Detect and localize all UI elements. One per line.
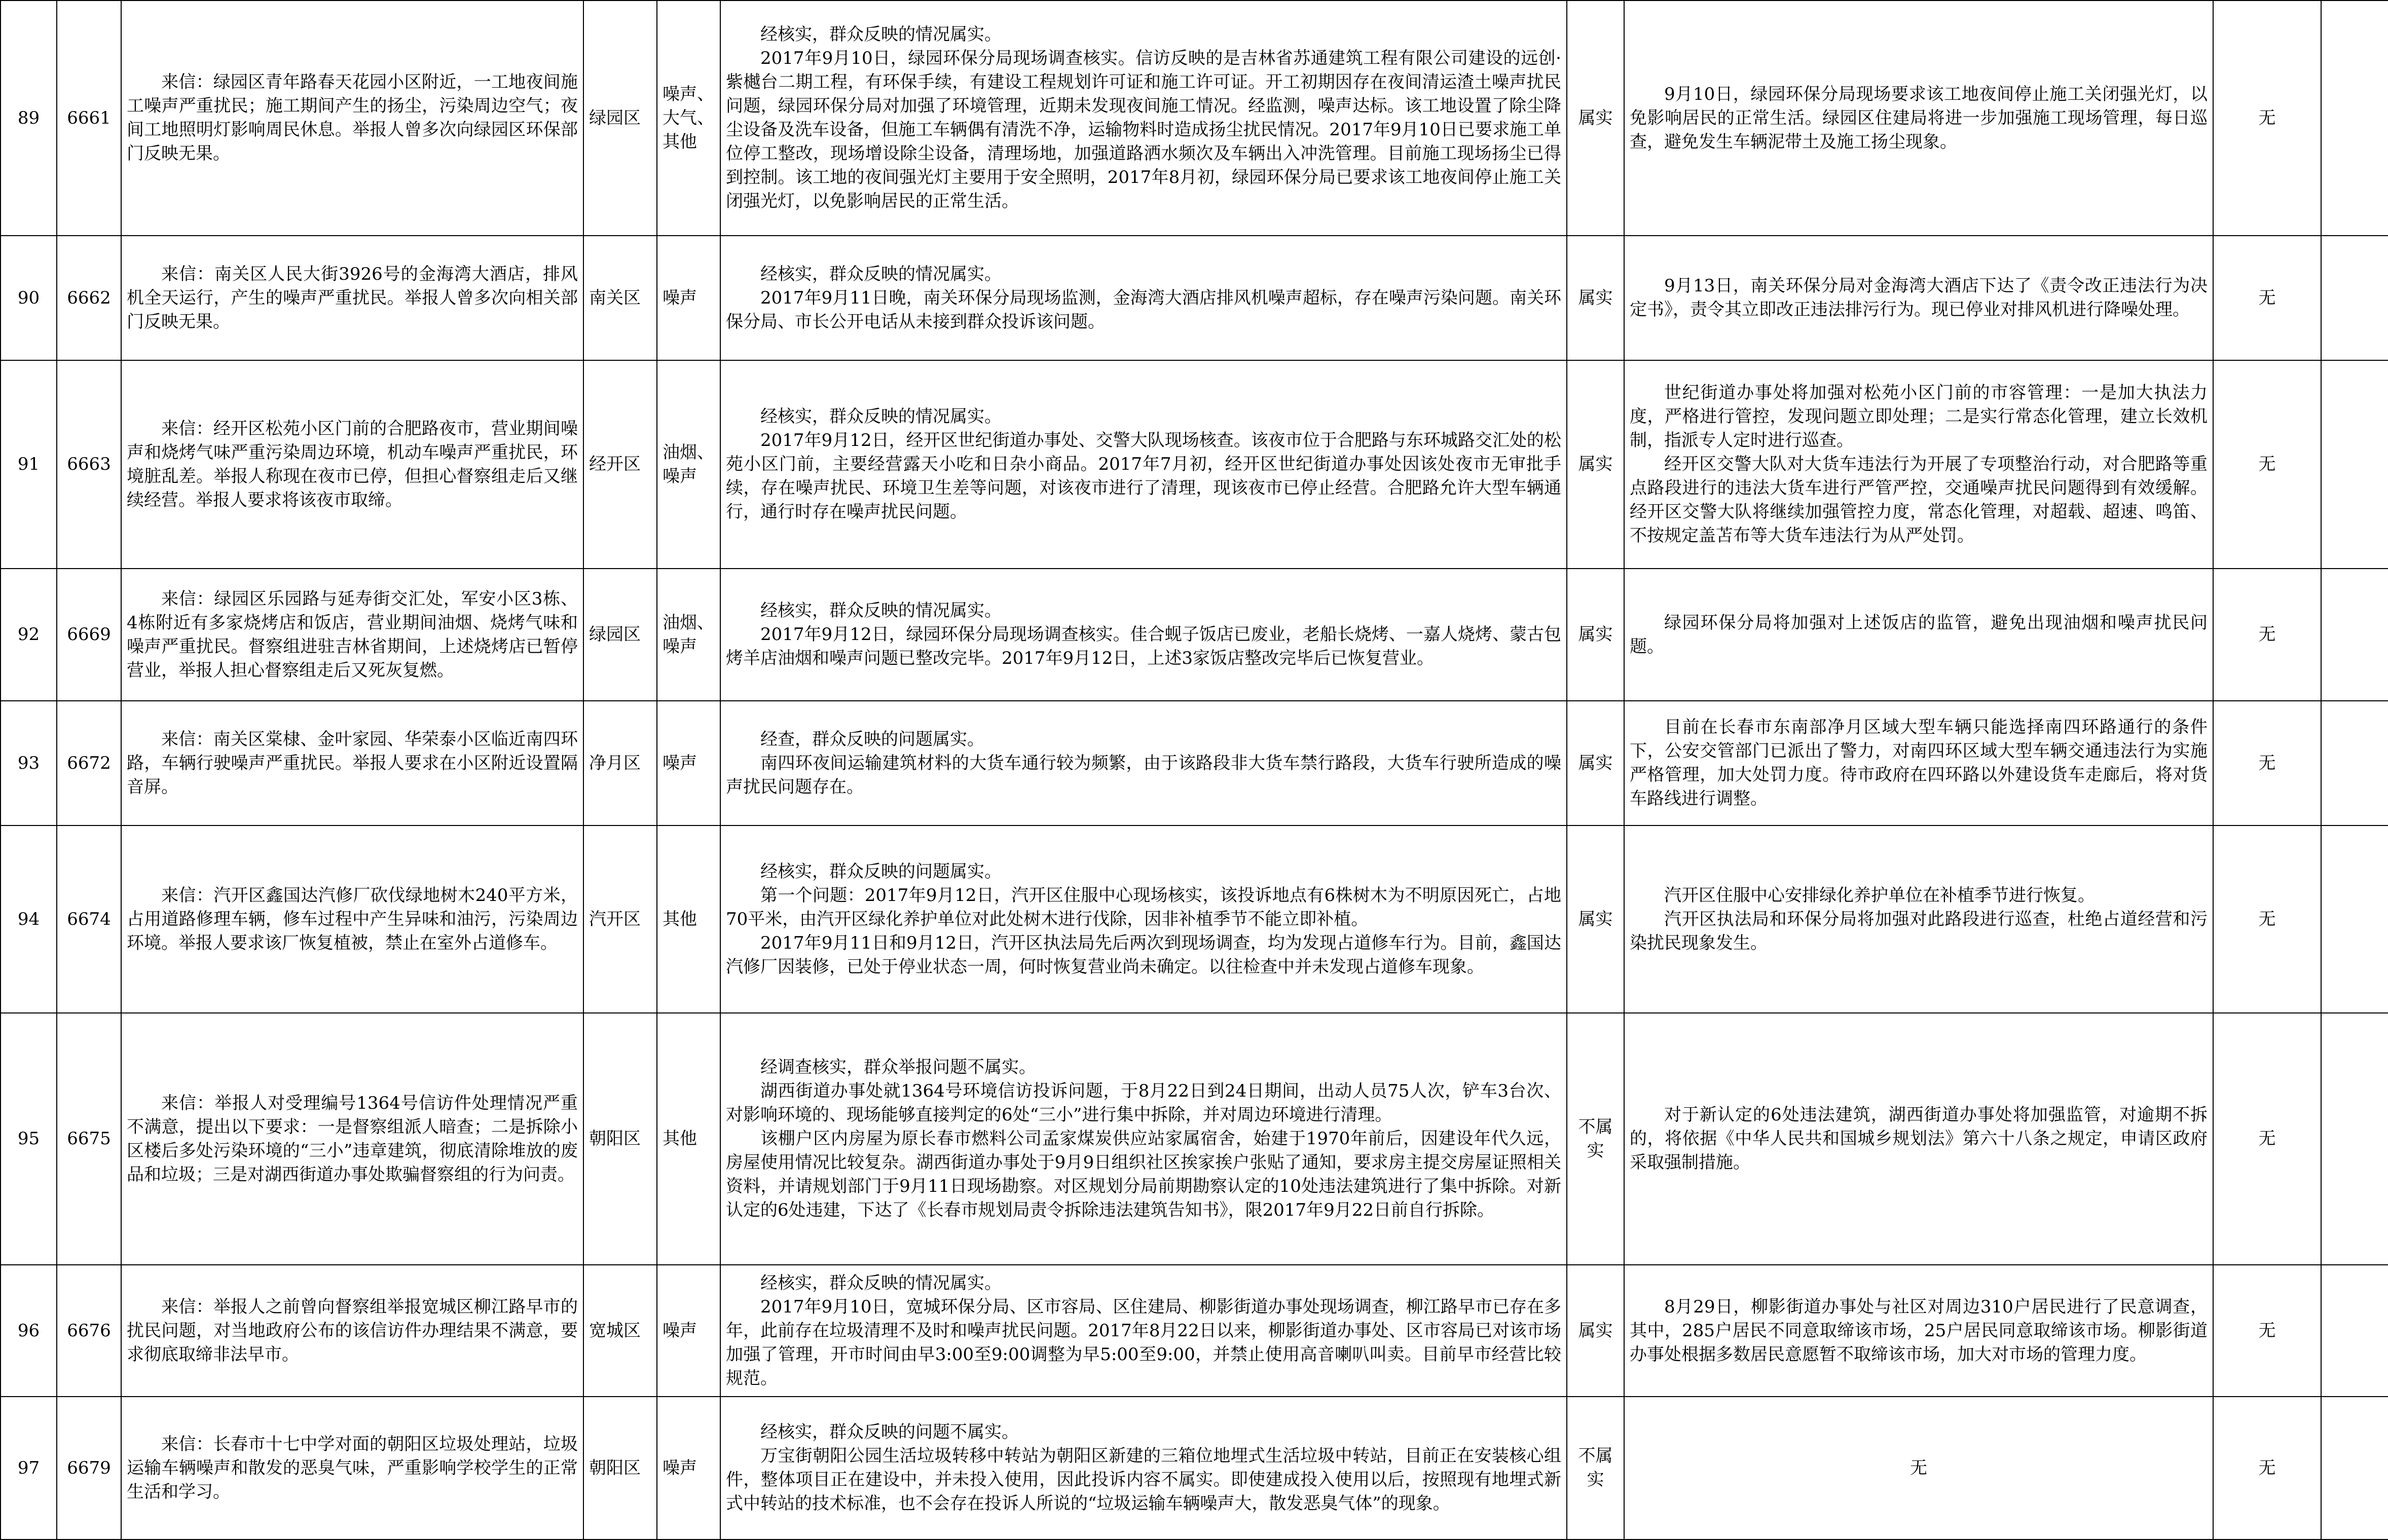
verification-cell-paragraph: 经调查核实，群众举报问题不属实。 <box>760 1057 1036 1077</box>
handling-cell <box>1624 569 2213 701</box>
handling-cell-paragraph: 汽开区住服中心安排绿化养护单位在补植季节进行恢复。 <box>1664 885 2095 906</box>
blank-cell <box>2321 569 2388 701</box>
verification-cell-paragraph: 2017年9月12日，经开区世纪街道办事处、交警大队现场核查。该夜市位于合肥路与东环城路交汇处的松苑小区门前，主要经营露天小吃和日杂小商品。2017年7月初，经开区世纪街道办事处因该处夜市无审批手续，存在噪声扰民、环境卫生差等问题，对该夜市进行了清理，现该夜市已停止经营。合肥路允许大型车辆通行，通行时存在噪声扰民问题。 <box>726 430 1561 522</box>
result-cell: 不属实 <box>1567 1397 1624 1539</box>
table-row <box>1 825 2388 1013</box>
handling-cell <box>1624 1 2213 236</box>
table-row <box>1 1397 2388 1539</box>
complaint-text: 来信：长春市十七中学对面的朝阳区垃圾处理站，垃圾运输车辆噪声和散发的恶臭气味，严重影响学校学生的正常生活和学习。 <box>127 1434 578 1502</box>
category-cell: 噪声、大气、其他 <box>657 1 720 236</box>
verification-cell-paragraph: 第一个问题：2017年9月12日，汽开区住服中心现场核实，该投诉地点有6株树木为不明原因死亡，占地70平米，由汽开区绿化养护单位对此处树木进行伐除，因非补植季节不能立即补植。 <box>726 885 1561 929</box>
seq-cell: 92 <box>1 569 57 701</box>
seq-cell: 94 <box>1 825 57 1013</box>
verification-cell-paragraph: 2017年9月12日，绿园环保分局现场调查核实。佳合蚬子饭店已废业，老船长烧烤、一嘉人烧烤、蒙古包烤羊店油烟和噪声问题已整改完毕。2017年9月12日，上述3家饭店整改完毕后已恢复营业。 <box>726 624 1561 668</box>
verification-cell <box>720 1013 1567 1265</box>
complaint-text: 来信：举报人之前曾向督察组举报宽城区柳江路早市的扰民问题，对当地政府公布的该信访件办理结果不满意，要求彻底取缔非法早市。 <box>127 1296 578 1365</box>
verification-cell <box>720 1265 1567 1397</box>
table-row <box>1 1265 2388 1397</box>
result-cell: 属实 <box>1567 825 1624 1013</box>
category-cell: 其他 <box>657 1013 720 1265</box>
accountability-cell: 无 <box>2213 825 2321 1013</box>
verification-cell-paragraph: 经查，群众反映的问题属实。 <box>760 729 984 749</box>
case-id-cell: 6675 <box>57 1013 121 1265</box>
verification-cell-paragraph: 经核实，群众反映的情况属实。 <box>760 264 1002 284</box>
verification-cell-paragraph: 经核实，群众反映的情况属实。 <box>760 406 1002 427</box>
table-body <box>1 1 2388 1539</box>
category-cell: 噪声 <box>657 1265 720 1397</box>
handling-cell <box>1624 1013 2213 1265</box>
handling-cell-paragraph: 9月10日，绿园环保分局现场要求该工地夜间停止施工关闭强光灯，以免影响居民的正常生活。绿园区住建局将进一步加强施工现场管理，每日巡查，避免发生车辆泥带土及施工扬尘现象。 <box>1630 84 2208 152</box>
result-cell: 不属实 <box>1567 1013 1624 1265</box>
accountability-cell: 无 <box>2213 1265 2321 1397</box>
district-cell: 绿园区 <box>583 569 657 701</box>
result-cell: 属实 <box>1567 569 1624 701</box>
accountability-cell: 无 <box>2213 569 2321 701</box>
district-cell: 宽城区 <box>583 1265 657 1397</box>
case-id-cell: 6674 <box>57 825 121 1013</box>
seq-cell: 95 <box>1 1013 57 1265</box>
category-cell: 其他 <box>657 825 720 1013</box>
complaint-text: 来信：绿园区乐园路与延寿街交汇处，军安小区3栋、4栋附近有多家烧烤店和饭店，营业期间油烟、烧烤气味和噪声严重扰民。督察组进驻吉林省期间，上述烧烤店已暂停营业，举报人担心督察组走后又死灰复燃。 <box>127 588 578 681</box>
blank-cell <box>2321 825 2388 1013</box>
table-row <box>1 1 2388 236</box>
verification-cell <box>720 825 1567 1013</box>
verification-cell-paragraph: 经核实，群众反映的问题不属实。 <box>760 1422 1019 1442</box>
verification-cell-paragraph: 2017年9月11日和9月12日，汽开区执法局先后两次到现场调查，均为发现占道修车行为。目前，鑫国达汽修厂因装修，已处于停业状态一周，何时恢复营业尚未确定。以往检查中并未发现占道修车现象。 <box>726 932 1561 977</box>
table-row <box>1 1013 2388 1265</box>
blank-cell <box>2321 1013 2388 1265</box>
handling-cell-paragraph: 经开区交警大队对大货车违法行为开展了专项整治行动，对合肥路等重点路段进行的违法大货车进行严管严控，交通噪声扰民问题得到有效缓解。经开区交警大队将继续加强管控力度，常态化管理，对超载、超速、鸣笛、不按规定盖苫布等大货车违法行为从严处罚。 <box>1630 454 2208 546</box>
accountability-cell: 无 <box>2213 236 2321 360</box>
category-cell: 噪声 <box>657 1397 720 1539</box>
complaint-text: 来信：南关区人民大街3926号的金海湾大酒店，排风机全天运行，产生的噪声严重扰民。举报人曾多次向相关部门反映无果。 <box>127 264 578 332</box>
verification-cell-paragraph: 经核实，群众反映的情况属实。 <box>760 24 1002 45</box>
handling-cell-paragraph: 对于新认定的6处违法建筑，湖西街道办事处将加强监管，对逾期不拆的，将依据《中华人民共和国城乡规划法》第六十八条之规定，申请区政府采取强制措施。 <box>1630 1105 2208 1173</box>
verification-cell-paragraph: 2017年9月10日，绿园环保分局现场调查核实。信访反映的是吉林省苏通建筑工程有限公司建设的远创·紫樾台二期工程，有环保手续，有建设工程规划许可证和施工许可证。开工初期因存在夜间清运渣土噪声扰民问题，绿园环保分局对加强了环境管理，近期未发现夜间施工情况。经监测，噪声达标。该工地设置了除尘降尘设备及洗车设备，但施工车辆偶有清洗不净，运输物料时造成扬尘扰民情况。2017年9月10日已要求施工单位停工整改，现场增设除尘设备，清理场地，加强道路洒水频次及车辆出入冲洗管理。目前施工现场扬尘已得到控制。该工地的夜间强光灯主要用于安全照明，2017年8月初，绿园环保分局已要求该工地夜间停止施工关闭强光灯，以免影响居民的正常生活。 <box>726 48 1561 211</box>
case-id-cell: 6669 <box>57 569 121 701</box>
result-cell: 属实 <box>1567 236 1624 360</box>
result-cell: 属实 <box>1567 1265 1624 1397</box>
handling-cell-paragraph: 汽开区执法局和环保分局将加强对此路段进行巡查，杜绝占道经营和污染扰民现象发生。 <box>1630 909 2208 953</box>
case-id-cell: 6662 <box>57 236 121 360</box>
verification-cell <box>720 701 1567 825</box>
accountability-cell: 无 <box>2213 1397 2321 1539</box>
complaint-text: 来信：汽开区鑫国达汽修厂砍伐绿地树木240平方米，占用道路修理车辆，修车过程中产生异味和油污，污染周边环境。举报人要求该厂恢复植被，禁止在室外占道修车。 <box>127 885 578 953</box>
accountability-cell: 无 <box>2213 1 2321 236</box>
complaint-text: 来信：南关区棠棣、金叶家园、华荣泰小区临近南四环路，车辆行驶噪声严重扰民。举报人要求在小区附近设置隔音屏。 <box>127 729 578 797</box>
complaint-cell <box>121 569 583 701</box>
blank-cell <box>2321 236 2388 360</box>
blank-cell <box>2321 701 2388 825</box>
handling-cell <box>1624 236 2213 360</box>
district-cell: 经开区 <box>583 360 657 569</box>
verification-cell-paragraph: 经核实，群众反映的情况属实。 <box>760 600 1002 621</box>
verification-cell-paragraph: 南四环夜间运输建筑材料的大货车通行较为频繁，由于该路段非大货车禁行路段，大货车行驶所造成的噪声扰民问题存在。 <box>726 753 1561 797</box>
complaint-cell <box>121 360 583 569</box>
verification-cell-paragraph: 2017年9月11日晚，南关环保分局现场监测，金海湾大酒店排风机噪声超标，存在噪声污染问题。南关环保分局、市长公开电话从未接到群众投诉该问题。 <box>726 287 1561 332</box>
verification-cell-paragraph: 经核实，群众反映的情况属实。 <box>760 1272 1002 1293</box>
handling-cell-paragraph: 绿园环保分局将加强对上述饭店的监管，避免出现油烟和噪声扰民问题。 <box>1630 612 2208 657</box>
district-cell: 绿园区 <box>583 1 657 236</box>
handling-cell <box>1624 360 2213 569</box>
table-row <box>1 569 2388 701</box>
case-id-cell: 6672 <box>57 701 121 825</box>
complaint-cell <box>121 825 583 1013</box>
handling-cell-paragraph: 世纪街道办事处将加强对松苑小区门前的市容管理：一是加大执法力度，严格进行管控，发现问题立即处理；二是实行常态化管理，建立长效机制，指派专人定时进行巡查。 <box>1630 383 2208 450</box>
complaint-text: 来信：经开区松苑小区门前的合肥路夜市，营业期间噪声和烧烤气味严重污染周边环境，机动车噪声严重扰民，环境脏乱差。举报人称现在夜市已停，但担心督察组走后又继续经营。举报人要求将该夜市取缔。 <box>127 418 578 510</box>
handling-cell <box>1624 825 2213 1013</box>
accountability-cell: 无 <box>2213 360 2321 569</box>
verification-cell <box>720 360 1567 569</box>
verification-cell-paragraph: 万宝街朝阳公园生活垃圾转移中转站为朝阳区新建的三箱位地埋式生活垃圾中转站，目前正在安装核心组件，整体项目正在建设中，并未投入使用，因此投诉内容不属实。即使建成投入使用以后，按照现有地埋式新式中转站的技术标准，也不会存在投诉人所说的“垃圾运输车辆噪声大，散发恶臭气体”的现象。 <box>726 1446 1561 1514</box>
district-cell: 南关区 <box>583 236 657 360</box>
result-cell: 属实 <box>1567 1 1624 236</box>
district-cell: 汽开区 <box>583 825 657 1013</box>
result-cell: 属实 <box>1567 360 1624 569</box>
result-cell: 属实 <box>1567 701 1624 825</box>
handling-cell-paragraph: 9月13日，南关环保分局对金海湾大酒店下达了《责令改正违法行为决定书》，责令其立即改正违法排污行为。现已停业对排风机进行降噪处理。 <box>1630 276 2208 320</box>
complaint-cell <box>121 1 583 236</box>
complaint-text: 来信：举报人对受理编号1364号信访件处理情况严重不满意，提出以下要求：一是督察组派人暗查；二是拆除小区楼后多处污染环境的“三小”违章建筑，彻底清除堆放的废品和垃圾；三是对湖西街道办事处欺骗督察组的行为问责。 <box>127 1093 578 1185</box>
case-id-cell: 6663 <box>57 360 121 569</box>
table-row <box>1 701 2388 825</box>
table-row <box>1 360 2388 569</box>
category-cell: 油烟、噪声 <box>657 569 720 701</box>
blank-cell <box>2321 360 2388 569</box>
complaint-cell <box>121 1013 583 1265</box>
seq-cell: 89 <box>1 1 57 236</box>
verification-cell <box>720 236 1567 360</box>
seq-cell: 97 <box>1 1397 57 1539</box>
complaint-cell <box>121 236 583 360</box>
handling-cell-paragraph: 8月29日，柳影街道办事处与社区对周边310户居民进行了民意调查，其中，285户居民不同意取缔该市场，25户居民同意取缔该市场。柳影街道办事处根据多数居民意愿暂不取缔该市场，加大对市场的管理力度。 <box>1630 1296 2208 1365</box>
category-cell: 油烟、噪声 <box>657 360 720 569</box>
handling-cell <box>1624 1265 2213 1397</box>
handling-cell <box>1624 701 2213 825</box>
complaint-cell <box>121 1397 583 1539</box>
verification-cell-paragraph: 2017年9月10日，宽城环保分局、区市容局、区住建局、柳影街道办事处现场调查，柳江路早市已存在多年，此前存在垃圾清理不及时和噪声扰民问题。2017年8月22日以来，柳影街道办事处、区市容局已对该市场加强了管理，开市时间由早3:00至9:00调整为早5:00至9:00，并禁止使用高音喇叭叫卖。目前早市经营比较规范。 <box>726 1296 1561 1388</box>
blank-cell <box>2321 1 2388 236</box>
category-cell: 噪声 <box>657 701 720 825</box>
district-cell: 净月区 <box>583 701 657 825</box>
case-id-cell: 6679 <box>57 1397 121 1539</box>
verification-cell <box>720 1397 1567 1539</box>
seq-cell: 96 <box>1 1265 57 1397</box>
category-cell: 噪声 <box>657 236 720 360</box>
handling-cell-paragraph: 目前在长春市东南部净月区域大型车辆只能选择南四环路通行的条件下，公安交管部门已派出了警力，对南四环区域大型车辆交通违法行为实施严格管理，加大处罚力度。待市政府在四环路以外建设货车走廊后，将对货车路线进行调整。 <box>1630 717 2208 809</box>
blank-cell <box>2321 1397 2388 1539</box>
seq-cell: 91 <box>1 360 57 569</box>
complaint-text: 来信：绿园区青年路春天花园小区附近，一工地夜间施工噪声严重扰民；施工期间产生的扬尘，污染周边空气；夜间工地照明灯影响周民休息。举报人曾多次向绿园区环保部门反映无果。 <box>127 72 578 164</box>
table-row <box>1 236 2388 360</box>
handling-cell: 无 <box>1624 1397 2213 1539</box>
accountability-cell: 无 <box>2213 1013 2321 1265</box>
verification-cell <box>720 1 1567 236</box>
verification-cell-paragraph: 湖西街道办事处就1364号环境信访投诉问题，于8月22日到24日期间，出动人员75人次，铲车3台次、对影响环境的、现场能够直接判定的6处“三小”进行集中拆除，并对周边环境进行清理。 <box>726 1081 1561 1125</box>
verification-cell-paragraph: 该棚户区内房屋为原长春市燃料公司孟家煤炭供应站家属宿舍，始建于1970年前后，因建设年代久远，房屋使用情况比较复杂。湖西街道办事处于9月9日组织社区挨家挨户张贴了通知，要求房主提交房屋证照相关资料，并请规划部门于9月11日现场勘察。对区规划分局前期勘察认定的10处违法建筑进行了集中拆除。对新认定的6处违建，下达了《长春市规划局责令拆除违法建筑告知书》，限2017年9月22日前自行拆除。 <box>726 1129 1561 1220</box>
blank-cell <box>2321 1265 2388 1397</box>
district-cell: 朝阳区 <box>583 1013 657 1265</box>
seq-cell: 90 <box>1 236 57 360</box>
seq-cell: 93 <box>1 701 57 825</box>
case-id-cell: 6661 <box>57 1 121 236</box>
district-cell: 朝阳区 <box>583 1397 657 1539</box>
accountability-cell: 无 <box>2213 701 2321 825</box>
complaint-cell <box>121 701 583 825</box>
complaint-cell <box>121 1265 583 1397</box>
case-id-cell: 6676 <box>57 1265 121 1397</box>
verification-cell-paragraph: 经核实，群众反映的问题属实。 <box>760 861 1002 882</box>
verification-cell <box>720 569 1567 701</box>
